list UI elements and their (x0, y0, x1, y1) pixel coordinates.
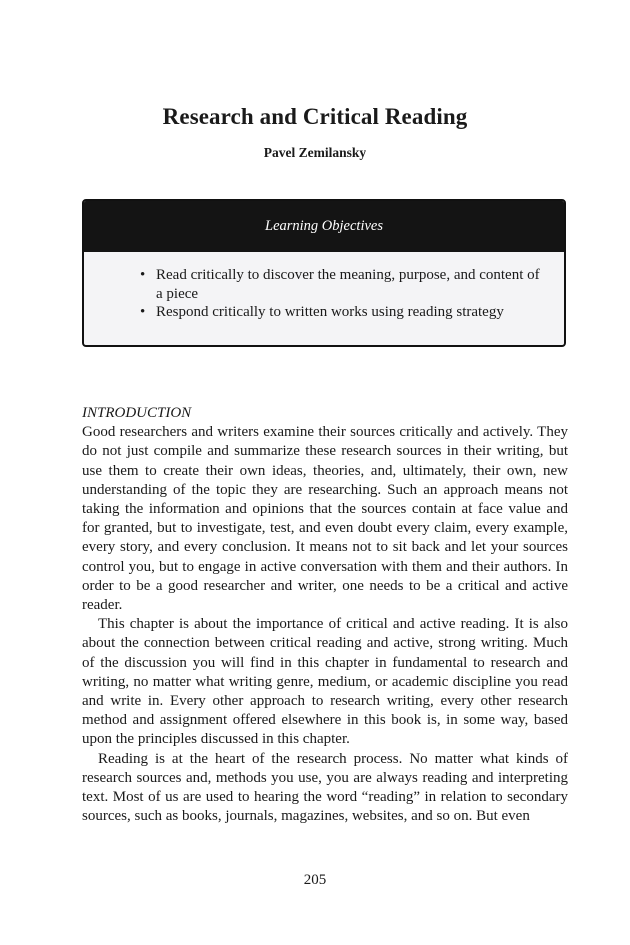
bullet-icon: • (140, 304, 146, 320)
author-name: Pavel Zemilansky (263, 145, 367, 160)
body-paragraph: This chapter is about the importance of critical and active reading. It is also about the connection between critical reading and active, strong writing. Much of the discussion you will find in this chapter in fundamental to research and writing, no matter what writing genre, medium, or academic discipline you read and write in. Every other approach to research writing, every other research method and assignment offered elsewhere in this book is, in some way, based upon the principles discussed in this chapter. (82, 616, 568, 748)
body-paragraph: Good researchers and writers examine their sources critically and actively. They do not just compile and summarize these research sources in their writing, but use them to create their own ideas, theories, and, ultimately, their own, new understanding of the topic they are researching. Such an approach means not taking the information and opinions that the sources contain at face value and for granted, but to investigate, test, and even doubt every claim, every example, every story, and every conclusion. It means not to sit back and let your sources control you, but to engage in active conversation with them and their authors. In order to be a good researcher and writer, one needs to be a critical and active reader. (82, 424, 568, 614)
chapter-body (82, 404, 568, 826)
objective-item (140, 266, 544, 303)
learning-objectives-heading: Learning Objectives (84, 201, 564, 252)
bullet-icon: • (140, 267, 146, 283)
objective-item (140, 303, 544, 322)
objective-text: Respond critically to written works using reading strategy (156, 304, 504, 320)
body-paragraph: Reading is at the heart of the research process. No matter what kinds of research sources and, methods you use, you are always reading and interpreting text. Most of us are used to hearing the word “reading” in relation to secondary sources, such as books, journals, magazines, websites, and so on. But even (82, 750, 568, 825)
learning-objectives-box (82, 199, 566, 347)
objective-text: Read critically to discover the meaning, purpose, and content of a piece (156, 267, 540, 302)
section-heading: INTRODUCTION (82, 405, 192, 421)
page-number: 205 (303, 872, 327, 888)
page-title: Research and Critical Reading (162, 104, 468, 129)
learning-objectives-list (84, 252, 564, 322)
